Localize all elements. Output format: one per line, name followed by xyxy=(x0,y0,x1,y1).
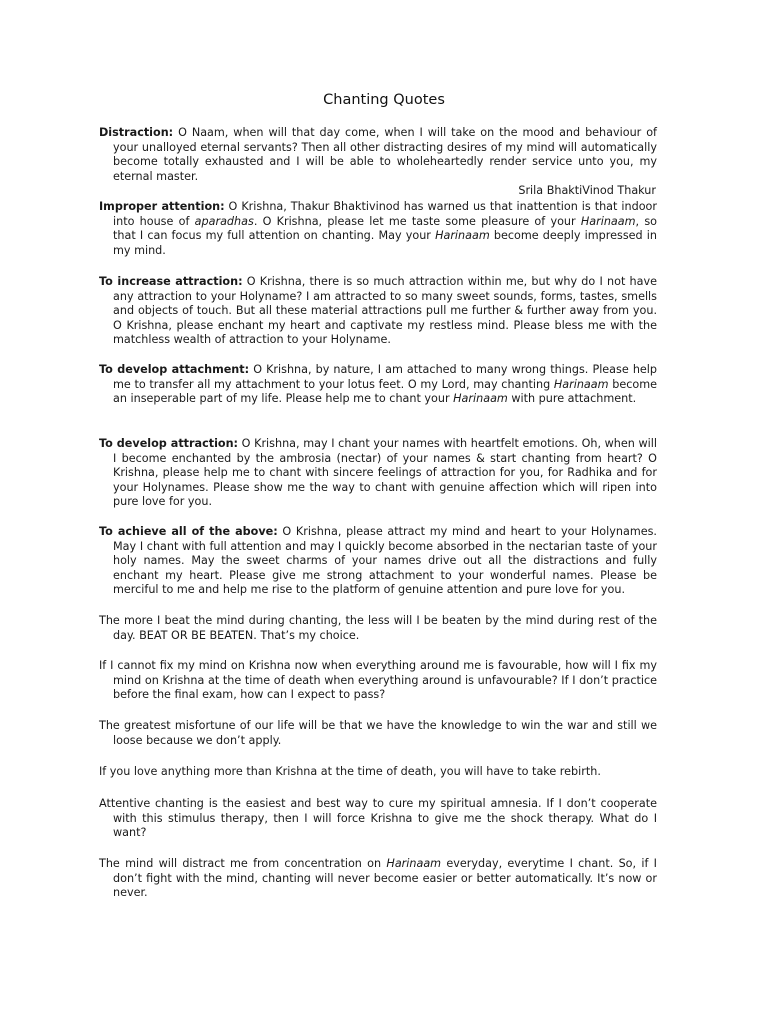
quote-text xyxy=(86,200,657,258)
quote-segment: The more I beat the mind during chanting, the less will I be beaten by the mind during rest of the day. BEAT OR BE BEATEN. That’s my choice. xyxy=(99,614,657,642)
quote-item xyxy=(86,765,657,780)
quote-item xyxy=(86,719,657,748)
emphasis-text: Harinaam xyxy=(386,857,442,870)
quote-segment: everyday, everytime I chant. So, if I don’t fight with the mind, chanting will never become easier or better automatically. It’s now or never. xyxy=(113,857,657,900)
quote-segment: become an inseperable part of my life. Please help me to chant your xyxy=(113,377,657,406)
quote-item xyxy=(86,363,657,407)
quote-segment: O Naam, when will that day come, when I will take on the mood and behaviour of your unalloyed eternal servants? Then all other distracting desires of my mind will automatically become totally exhausted and I will be able to wholeheartedly render service unto you, my eternal master. xyxy=(113,126,657,183)
quote-item xyxy=(86,275,657,348)
quote-text xyxy=(86,659,657,703)
emphasis-text: Harinaam xyxy=(580,214,636,228)
quote-segment: O Krishna, please attract my mind and heart to your Holynames. May I chant with full attention and may I quickly become absorbed in the nectarian taste of your holy names. May the sweet charms of your names drive out all the distractions and fully enchant my heart. Please give me strong attachment to your wonderful names. Please be merciful to me and help me rise to the platform of genuine attention and pure love for you. xyxy=(113,525,657,597)
emphasis-text: Harinaam xyxy=(553,377,609,391)
quote-heading: To develop attachment: xyxy=(99,363,250,376)
page-title: Chanting Quotes xyxy=(323,92,445,108)
quote-segment: , so that I can focus my full attention on chanting. May your xyxy=(113,214,657,243)
quote-segment: The greatest misfortune of our life will be that we have the knowledge to win the war and still we loose because we don’t apply. xyxy=(99,719,657,747)
quote-text xyxy=(86,857,657,901)
quote-text xyxy=(86,525,657,598)
quote-text xyxy=(86,126,657,184)
quote-segment: O Krishna, by nature, I am attached to many wrong things. Please help me to transfer all my attachment to your lotus feet. O my Lord, may chanting xyxy=(113,363,658,391)
emphasis-text: Harinaam xyxy=(453,392,508,406)
quote-segment: The mind will distract me from concentration on xyxy=(99,857,387,870)
quote-segment: with pure attachment. xyxy=(507,392,637,406)
quote-item xyxy=(86,614,657,643)
quote-text xyxy=(86,363,657,407)
quote-heading: To develop attraction: xyxy=(99,437,239,450)
quote-segment: O Krishna, may I chant your names with heartfelt emotions. Oh, when will I become enchanted by the ambrosia (nectar) of your names & start chanting from heart? O Krishna, please help me to chant with sincere feelings of attraction for you, for Radhika and for your Holynames. Please show me the way to chant with genuine affection which will ripen into pure love for you. xyxy=(113,437,657,509)
quote-item xyxy=(86,659,657,703)
quote-item xyxy=(86,126,657,184)
quote-item xyxy=(86,797,657,841)
emphasis-text: Harinaam xyxy=(435,229,490,243)
quote-text xyxy=(86,719,657,748)
quote-text xyxy=(86,797,657,841)
quote-item xyxy=(86,200,657,258)
quote-segment: If I cannot fix my mind on Krishna now when everything around me is favourable, how will I fix my mind on Krishna at the time of death when everything around is unfavourable? If I don’t practice before the final exam, how can I expect to pass? xyxy=(99,659,657,702)
quote-item xyxy=(86,525,657,598)
quote-heading: Improper attention: xyxy=(99,200,225,213)
quote-segment: Attentive chanting is the easiest and best way to cure my spiritual amnesia. If I don’t cooperate with this stimulus therapy, then I will force Krishna to give me the shock therapy. What do I want? xyxy=(99,797,657,840)
quote-segment: O Krishna, Thakur Bhaktivinod has warned us that inattention is that indoor into house of xyxy=(113,200,657,228)
quote-segment: O Krishna, there is so much attraction within me, but why do I not have any attraction to your Holyname? I am attracted to so many sweet sounds, forms, tastes, smells and objects of touch. But all these material attractions pull me further & further away from you. O Krishna, please enchant my heart and captivate my restless mind. Please bless me with the matchless wealth of attraction to your Holyname. xyxy=(113,275,657,347)
quote-text xyxy=(86,614,657,643)
quote-segment: If you love anything more than Krishna at the time of death, you will have to take rebirth. xyxy=(99,765,601,778)
quote-heading: To achieve all of the above: xyxy=(99,525,278,538)
quote-text xyxy=(86,437,657,510)
attribution: Srila BhaktiVinod Thakur xyxy=(518,184,656,197)
quote-heading: To increase attraction: xyxy=(99,275,243,288)
quote-text xyxy=(86,275,657,348)
quote-item xyxy=(86,857,657,901)
quote-heading: Distraction: xyxy=(99,126,174,139)
quote-segment: . O Krishna, please let me taste some pleasure of your xyxy=(253,214,581,228)
quote-item xyxy=(86,437,657,510)
emphasis-text: aparadhas xyxy=(194,214,254,228)
quote-segment: become deeply impressed in my mind. xyxy=(113,229,657,257)
quote-text xyxy=(86,765,657,780)
